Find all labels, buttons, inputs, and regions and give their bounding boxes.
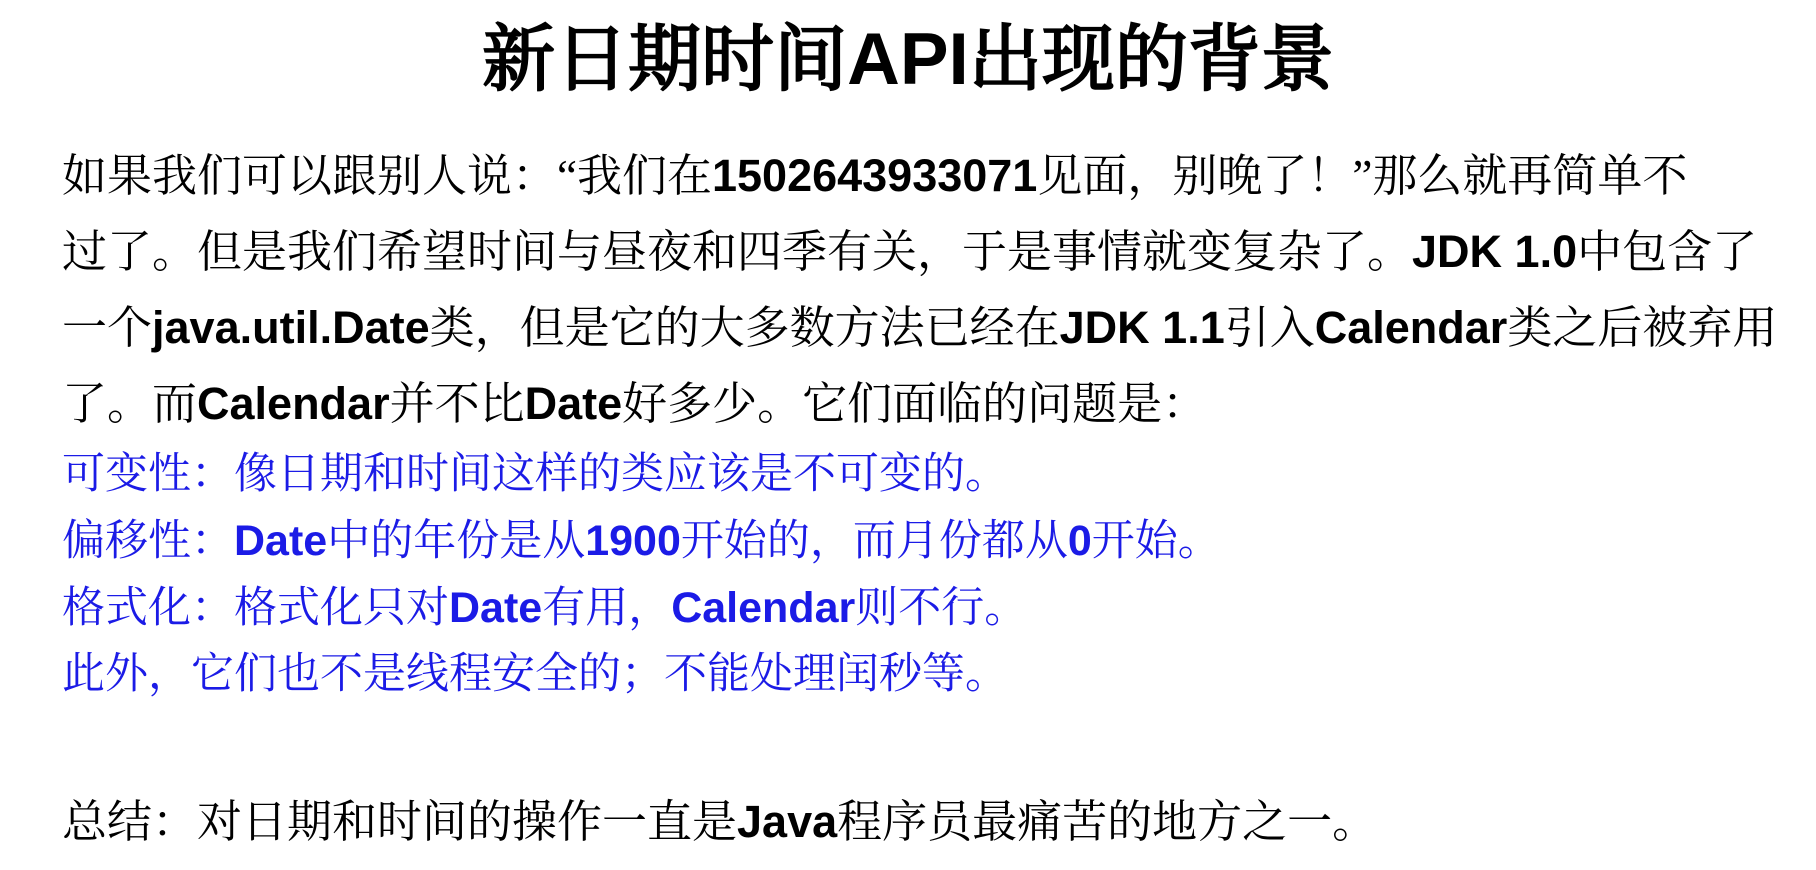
latin-text: API [847,19,969,100]
intro-line-3: 一个java.util.Date类，但是它的大多数方法已经在JDK 1.1引入Calendar类之后被弃用 [62,302,1778,353]
problem-line-mutability: 可变性：像日期和时间这样的类应该是不可变的。 [62,451,1008,498]
problem-list [62,442,1754,708]
summary-line: 总结：对日期和时间的操作一直是Java程序员最痛苦的地方之一。 [62,796,1378,847]
problem-line-thread-safety: 此外，它们也不是线程安全的；不能处理闰秒等。 [62,651,1008,698]
slide-content [0,138,1816,852]
latin-text: JDK 1.0 [1412,226,1578,277]
latin-text: Calendar [197,378,390,429]
latin-text: Date [524,378,623,429]
intro-line-1: 如果我们可以跟别人说：“我们在1502643933071见面，别晚了！”那么就再简单不 [62,150,1688,201]
latin-text: Calendar [1314,302,1508,353]
latin-text: 1900 [585,517,681,565]
latin-text: JDK 1.1 [1059,302,1225,353]
problem-line-formatting: 格式化：格式化只对Date有用，Calendar则不行。 [62,584,1028,632]
latin-text: Date [449,584,543,632]
problem-line-offset: 偏移性：Date中的年份是从1900开始的，而月份都从0开始。 [62,517,1221,565]
intro-line-4: 了。而Calendar并不比Date好多少。它们面临的问题是： [62,378,1208,429]
latin-text: Calendar [671,584,856,632]
latin-text: java.util.Date [152,302,430,353]
latin-text: 0 [1067,517,1092,565]
intro-line-2: 过了。但是我们希望时间与昼夜和四季有关，于是事情就变复杂了。JDK 1.0中包含了 [62,226,1758,277]
intro-paragraph [62,138,1778,442]
latin-text: Date [234,517,328,565]
latin-text: 1502643933071 [711,150,1038,201]
latin-text: Java [737,796,838,847]
slide-title: 新日期时间API出现的背景 [482,19,1334,100]
